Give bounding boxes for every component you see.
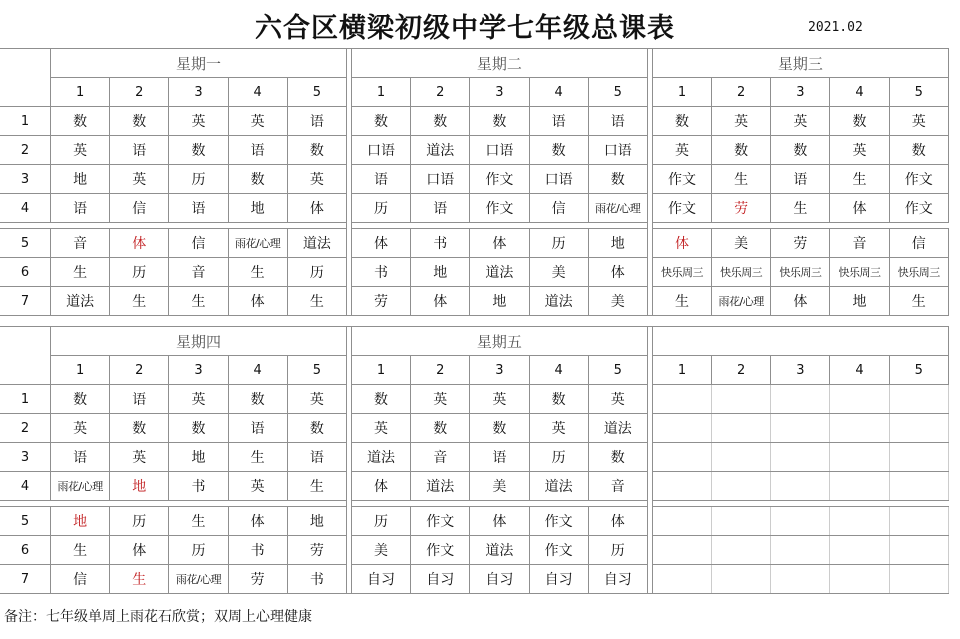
- subject-cell: 数: [411, 414, 470, 443]
- subject-cell: 自习: [351, 565, 410, 594]
- subject-cell: 道法: [529, 472, 588, 501]
- subject-cell: 美: [712, 229, 771, 258]
- subject-cell: 音: [411, 443, 470, 472]
- empty-cell: [889, 507, 948, 536]
- period-number: 2: [0, 136, 51, 165]
- subject-cell: 快乐周三: [712, 258, 771, 287]
- subject-cell: 口语: [411, 165, 470, 194]
- subject-cell: 自习: [470, 565, 529, 594]
- day-header: 星期一: [51, 49, 347, 78]
- period-number: 6: [0, 536, 51, 565]
- subject-cell: 生: [110, 287, 169, 316]
- subject-cell: 道法: [588, 414, 647, 443]
- empty-cell: [830, 472, 889, 501]
- schedule-table-top: [0, 48, 949, 316]
- class-number: 1: [652, 356, 711, 385]
- subject-cell: 体: [411, 287, 470, 316]
- period-number: 2: [0, 414, 51, 443]
- corner-cell: [0, 327, 51, 385]
- subject-cell: 道法: [411, 472, 470, 501]
- empty-cell: [712, 507, 771, 536]
- period-number: 1: [0, 107, 51, 136]
- subject-cell: 英: [889, 107, 948, 136]
- class-number: 4: [228, 356, 287, 385]
- class-number: 4: [830, 78, 889, 107]
- empty-cell: [830, 536, 889, 565]
- subject-cell: 语: [287, 443, 346, 472]
- empty-cell: [889, 472, 948, 501]
- subject-cell: 英: [228, 107, 287, 136]
- subject-cell: 音: [830, 229, 889, 258]
- subject-cell: 数: [652, 107, 711, 136]
- subject-cell: 英: [51, 136, 110, 165]
- class-number: 2: [712, 78, 771, 107]
- subject-cell: 数: [529, 136, 588, 165]
- subject-cell: 数: [529, 385, 588, 414]
- subject-cell: 信: [51, 565, 110, 594]
- subject-cell: 生: [169, 287, 228, 316]
- subject-cell: 数: [830, 107, 889, 136]
- subject-cell: 口语: [351, 136, 410, 165]
- subject-cell: 英: [771, 107, 830, 136]
- class-number: 4: [228, 78, 287, 107]
- subject-cell: 书: [287, 565, 346, 594]
- period-number: 5: [0, 229, 51, 258]
- class-number: 5: [889, 356, 948, 385]
- subject-cell: 地: [470, 287, 529, 316]
- subject-cell: 道法: [529, 287, 588, 316]
- subject-cell: 数: [712, 136, 771, 165]
- subject-cell: 生: [110, 565, 169, 594]
- subject-cell: 英: [110, 443, 169, 472]
- subject-cell: 历: [588, 536, 647, 565]
- title-bar: [0, 0, 960, 46]
- period-number: 3: [0, 165, 51, 194]
- subject-cell: 数: [51, 107, 110, 136]
- class-number: 5: [588, 78, 647, 107]
- subject-cell: 体: [588, 507, 647, 536]
- class-number: 4: [529, 356, 588, 385]
- empty-cell: [712, 565, 771, 594]
- empty-cell: [889, 385, 948, 414]
- class-number: 2: [110, 356, 169, 385]
- subject-cell: 雨花/心理: [228, 229, 287, 258]
- subject-cell: 劳: [287, 536, 346, 565]
- subject-cell: 历: [351, 194, 410, 223]
- class-number: 5: [588, 356, 647, 385]
- subject-cell: 信: [529, 194, 588, 223]
- class-number: 1: [51, 356, 110, 385]
- empty-cell: [712, 385, 771, 414]
- subject-cell: 作文: [470, 165, 529, 194]
- subject-cell: 雨花/心理: [51, 472, 110, 501]
- subject-cell: 体: [351, 472, 410, 501]
- subject-cell: 英: [228, 472, 287, 501]
- date-label: 2021.02: [808, 20, 863, 35]
- subject-cell: 历: [351, 507, 410, 536]
- subject-cell: 历: [529, 443, 588, 472]
- subject-cell: 口语: [588, 136, 647, 165]
- period-number: 4: [0, 472, 51, 501]
- class-number: 5: [287, 78, 346, 107]
- subject-cell: 快乐周三: [771, 258, 830, 287]
- subject-cell: 数: [351, 385, 410, 414]
- class-number: 2: [110, 78, 169, 107]
- subject-cell: 数: [287, 136, 346, 165]
- subject-cell: 语: [228, 136, 287, 165]
- class-number: 1: [652, 78, 711, 107]
- day-header: 星期二: [351, 49, 647, 78]
- empty-cell: [712, 443, 771, 472]
- class-number: 1: [51, 78, 110, 107]
- subject-cell: 道法: [470, 258, 529, 287]
- subject-cell: 生: [830, 165, 889, 194]
- subject-cell: 数: [169, 414, 228, 443]
- subject-cell: 历: [110, 258, 169, 287]
- empty-cell: [830, 507, 889, 536]
- subject-cell: 生: [51, 536, 110, 565]
- subject-cell: 历: [287, 258, 346, 287]
- subject-cell: 数: [771, 136, 830, 165]
- class-number: 2: [712, 356, 771, 385]
- empty-cell: [652, 565, 711, 594]
- class-number: 3: [169, 356, 228, 385]
- class-number: 1: [351, 356, 410, 385]
- empty-cell: [889, 443, 948, 472]
- empty-cell: [712, 536, 771, 565]
- empty-cell: [652, 414, 711, 443]
- subject-cell: 英: [110, 165, 169, 194]
- subject-cell: 雨花/心理: [712, 287, 771, 316]
- empty-cell: [712, 472, 771, 501]
- subject-cell: 数: [351, 107, 410, 136]
- subject-cell: 英: [287, 165, 346, 194]
- subject-cell: 快乐周三: [652, 258, 711, 287]
- subject-cell: 自习: [588, 565, 647, 594]
- subject-cell: 劳: [771, 229, 830, 258]
- empty-cell: [712, 414, 771, 443]
- subject-cell: 口语: [529, 165, 588, 194]
- period-number: 4: [0, 194, 51, 223]
- subject-cell: 生: [771, 194, 830, 223]
- subject-cell: 数: [889, 136, 948, 165]
- empty-cell: [830, 565, 889, 594]
- subject-cell: 劳: [228, 565, 287, 594]
- empty-cell: [771, 565, 830, 594]
- subject-cell: 英: [169, 107, 228, 136]
- class-number: 3: [771, 78, 830, 107]
- subject-cell: 数: [470, 414, 529, 443]
- subject-cell: 作文: [889, 194, 948, 223]
- subject-cell: 体: [110, 536, 169, 565]
- subject-cell: 数: [588, 165, 647, 194]
- subject-cell: 语: [351, 165, 410, 194]
- subject-cell: 历: [110, 507, 169, 536]
- class-number: 4: [529, 78, 588, 107]
- day-header: 星期五: [351, 327, 647, 356]
- subject-cell: 数: [169, 136, 228, 165]
- subject-cell: 劳: [712, 194, 771, 223]
- subject-cell: 作文: [529, 507, 588, 536]
- subject-cell: 英: [588, 385, 647, 414]
- subject-cell: 快乐周三: [830, 258, 889, 287]
- period-number: 6: [0, 258, 51, 287]
- subject-cell: 体: [351, 229, 410, 258]
- subject-cell: 语: [588, 107, 647, 136]
- subject-cell: 体: [228, 287, 287, 316]
- empty-cell: [889, 536, 948, 565]
- empty-cell: [652, 443, 711, 472]
- subject-cell: 书: [351, 258, 410, 287]
- subject-cell: 作文: [652, 165, 711, 194]
- subject-cell: 体: [652, 229, 711, 258]
- empty-cell: [652, 536, 711, 565]
- subject-cell: 英: [411, 385, 470, 414]
- subject-cell: 作文: [889, 165, 948, 194]
- subject-cell: 作文: [470, 194, 529, 223]
- subject-cell: 道法: [351, 443, 410, 472]
- subject-cell: 体: [228, 507, 287, 536]
- footnote: 备注：七年级单周上雨花石欣赏；双周上心理健康: [4, 609, 312, 625]
- empty-cell: [652, 385, 711, 414]
- period-number: 5: [0, 507, 51, 536]
- period-number: 3: [0, 443, 51, 472]
- subject-cell: 道法: [411, 136, 470, 165]
- subject-cell: 道法: [470, 536, 529, 565]
- day-header: [652, 327, 948, 356]
- subject-cell: 体: [771, 287, 830, 316]
- empty-cell: [652, 507, 711, 536]
- class-number: 3: [169, 78, 228, 107]
- subject-cell: 历: [169, 536, 228, 565]
- subject-cell: 信: [110, 194, 169, 223]
- subject-cell: 历: [529, 229, 588, 258]
- subject-cell: 口语: [470, 136, 529, 165]
- class-number: 2: [411, 78, 470, 107]
- empty-cell: [830, 385, 889, 414]
- subject-cell: 语: [529, 107, 588, 136]
- subject-cell: 英: [51, 414, 110, 443]
- subject-cell: 地: [51, 507, 110, 536]
- subject-cell: 美: [470, 472, 529, 501]
- empty-cell: [889, 565, 948, 594]
- subject-cell: 英: [351, 414, 410, 443]
- subject-cell: 数: [411, 107, 470, 136]
- subject-cell: 生: [51, 258, 110, 287]
- subject-cell: 自习: [529, 565, 588, 594]
- subject-cell: 快乐周三: [889, 258, 948, 287]
- day-header: 星期三: [652, 49, 948, 78]
- subject-cell: 体: [588, 258, 647, 287]
- corner-cell: [0, 49, 51, 107]
- subject-cell: 地: [110, 472, 169, 501]
- empty-cell: [771, 536, 830, 565]
- subject-cell: 生: [287, 287, 346, 316]
- subject-cell: 英: [470, 385, 529, 414]
- subject-cell: 地: [830, 287, 889, 316]
- subject-cell: 英: [169, 385, 228, 414]
- class-number: 1: [351, 78, 410, 107]
- subject-cell: 雨花/心理: [169, 565, 228, 594]
- page-title: 六合区横梁初级中学七年级总课表: [255, 13, 675, 44]
- subject-cell: 作文: [411, 507, 470, 536]
- subject-cell: 音: [169, 258, 228, 287]
- subject-cell: 音: [51, 229, 110, 258]
- subject-cell: 语: [169, 194, 228, 223]
- class-number: 5: [287, 356, 346, 385]
- subject-cell: 语: [411, 194, 470, 223]
- class-number: 4: [830, 356, 889, 385]
- subject-cell: 劳: [351, 287, 410, 316]
- empty-cell: [771, 507, 830, 536]
- subject-cell: 信: [169, 229, 228, 258]
- subject-cell: 美: [588, 287, 647, 316]
- empty-cell: [771, 385, 830, 414]
- subject-cell: 英: [652, 136, 711, 165]
- subject-cell: 数: [51, 385, 110, 414]
- subject-cell: 美: [529, 258, 588, 287]
- subject-cell: 语: [228, 414, 287, 443]
- subject-cell: 自习: [411, 565, 470, 594]
- subject-cell: 历: [169, 165, 228, 194]
- empty-cell: [652, 472, 711, 501]
- subject-cell: 语: [51, 443, 110, 472]
- subject-cell: 信: [889, 229, 948, 258]
- subject-cell: 生: [889, 287, 948, 316]
- subject-cell: 数: [110, 414, 169, 443]
- class-number: 3: [470, 78, 529, 107]
- period-number: 1: [0, 385, 51, 414]
- subject-cell: 作文: [652, 194, 711, 223]
- subject-cell: 数: [110, 107, 169, 136]
- subject-cell: 英: [287, 385, 346, 414]
- subject-cell: 地: [588, 229, 647, 258]
- subject-cell: 语: [470, 443, 529, 472]
- subject-cell: 书: [169, 472, 228, 501]
- subject-cell: 地: [287, 507, 346, 536]
- subject-cell: 数: [228, 165, 287, 194]
- subject-cell: 生: [652, 287, 711, 316]
- subject-cell: 道法: [287, 229, 346, 258]
- subject-cell: 体: [470, 229, 529, 258]
- subject-cell: 音: [588, 472, 647, 501]
- class-number: 3: [771, 356, 830, 385]
- subject-cell: 生: [712, 165, 771, 194]
- empty-cell: [889, 414, 948, 443]
- subject-cell: 生: [228, 258, 287, 287]
- class-number: 3: [470, 356, 529, 385]
- subject-cell: 体: [470, 507, 529, 536]
- subject-cell: 地: [411, 258, 470, 287]
- subject-cell: 书: [228, 536, 287, 565]
- period-number: 7: [0, 287, 51, 316]
- class-number: 5: [889, 78, 948, 107]
- subject-cell: 英: [712, 107, 771, 136]
- subject-cell: 生: [287, 472, 346, 501]
- subject-cell: 地: [51, 165, 110, 194]
- subject-cell: 英: [830, 136, 889, 165]
- subject-cell: 数: [588, 443, 647, 472]
- subject-cell: 体: [110, 229, 169, 258]
- empty-cell: [830, 443, 889, 472]
- subject-cell: 体: [287, 194, 346, 223]
- subject-cell: 地: [169, 443, 228, 472]
- subject-cell: 数: [470, 107, 529, 136]
- subject-cell: 美: [351, 536, 410, 565]
- subject-cell: 语: [110, 136, 169, 165]
- subject-cell: 数: [287, 414, 346, 443]
- subject-cell: 语: [110, 385, 169, 414]
- subject-cell: 数: [228, 385, 287, 414]
- schedule-table-bottom: [0, 326, 949, 594]
- subject-cell: 生: [169, 507, 228, 536]
- day-header: 星期四: [51, 327, 347, 356]
- empty-cell: [830, 414, 889, 443]
- subject-cell: 作文: [411, 536, 470, 565]
- subject-cell: 生: [228, 443, 287, 472]
- subject-cell: 书: [411, 229, 470, 258]
- subject-cell: 道法: [51, 287, 110, 316]
- subject-cell: 语: [771, 165, 830, 194]
- empty-cell: [771, 443, 830, 472]
- empty-cell: [771, 472, 830, 501]
- subject-cell: 语: [51, 194, 110, 223]
- subject-cell: 地: [228, 194, 287, 223]
- period-number: 7: [0, 565, 51, 594]
- empty-cell: [771, 414, 830, 443]
- subject-cell: 雨花/心理: [588, 194, 647, 223]
- subject-cell: 语: [287, 107, 346, 136]
- class-number: 2: [411, 356, 470, 385]
- subject-cell: 作文: [529, 536, 588, 565]
- subject-cell: 体: [830, 194, 889, 223]
- subject-cell: 英: [529, 414, 588, 443]
